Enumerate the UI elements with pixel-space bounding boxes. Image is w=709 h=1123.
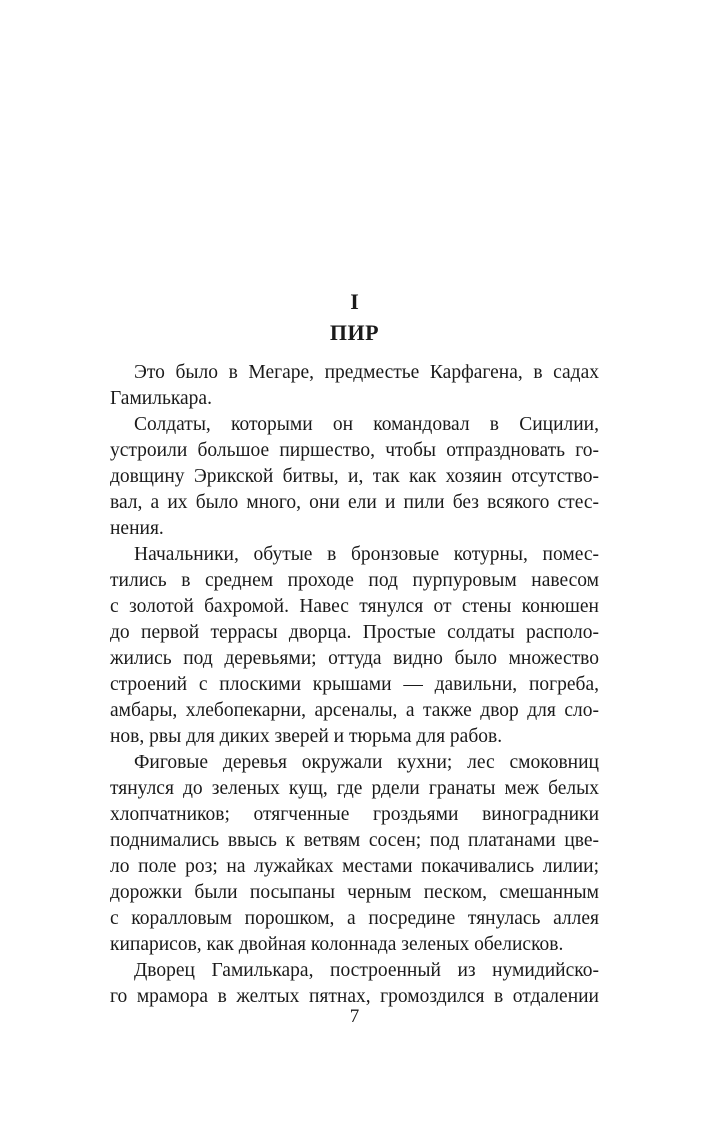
text-line: Фиговые деревья окружали кухни; лес смоковниц	[134, 752, 599, 773]
text-line: нения.	[110, 518, 164, 539]
text-line: Начальники, обутые в бронзовые котурны, помес-	[134, 544, 599, 565]
chapter-title: ПИР	[329, 320, 380, 345]
text-line: Солдаты, которыми он командовал в Сицилии,	[134, 414, 599, 435]
text-line: нов, рвы для диких зверей и тюрьма для рабов.	[110, 726, 503, 747]
text-line: дорожки были посыпаны черным песком, смешанным	[110, 882, 599, 903]
text-line: устроили большое пиршество, чтобы отпраздновать го-	[110, 440, 599, 461]
text-line: хлопчатников; отягченные гроздьями виноградники	[110, 804, 599, 825]
text-line: с коралловым порошком, а посредине тянулась аллея	[110, 908, 599, 929]
page-number: 7	[349, 1006, 360, 1027]
text-line: тянулся до зеленых кущ, где рдели гранаты меж белых	[110, 778, 599, 799]
text-line: го мрамора в желтых пятнах, громоздился в отдалении	[110, 986, 599, 1007]
text-line: кипарисов, как двойная колоннада зеленых обелисков.	[110, 934, 564, 955]
text-line: жились под деревьями; оттуда видно было множество	[110, 648, 599, 669]
text-line: Это было в Мегаре, предместье Карфагена, в садах	[134, 362, 599, 383]
text-line: строений с плоскими крышами — давильни, погреба,	[110, 674, 599, 695]
text-line: вал, а их было много, они ели и пили без всякого стес-	[110, 492, 599, 513]
text-line: с золотой бахромой. Навес тянулся от стены конюшен	[110, 596, 599, 617]
chapter-number: I	[350, 289, 359, 314]
text-line: Гамилькара.	[110, 388, 212, 409]
text-line: ло поле роз; на лужайках местами покачивались лилии;	[110, 856, 599, 877]
text-line: довщину Эрикской битвы, и, так как хозяин отсутство-	[110, 466, 599, 487]
text-line: поднимались ввысь к ветвям сосен; под платанами цве-	[110, 830, 599, 851]
text-line: до первой террасы дворца. Простые солдаты располо-	[110, 622, 599, 643]
text-line: Дворец Гамилькара, построенный из нумидийско-	[134, 960, 599, 981]
text-line: тились в среднем проходе под пурпуровым навесом	[110, 570, 599, 591]
body-text	[110, 360, 599, 1010]
text-line: амбары, хлебопекарни, арсеналы, а также двор для сло-	[110, 700, 599, 721]
